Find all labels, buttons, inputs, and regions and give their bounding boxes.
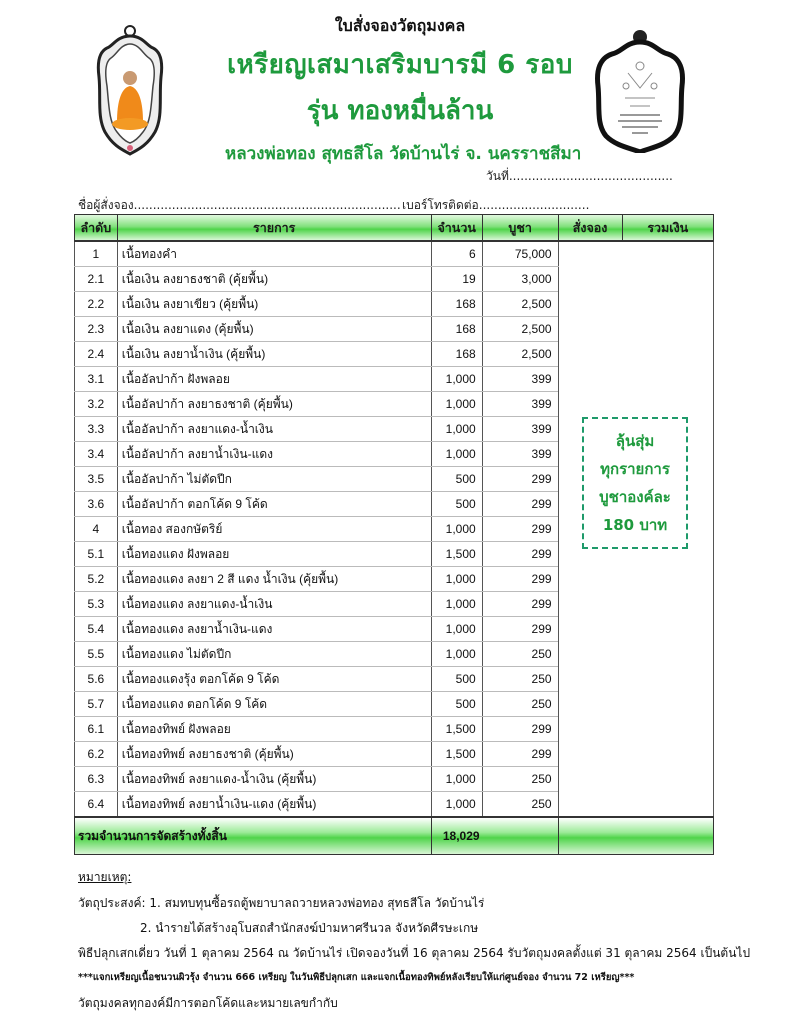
row-item: เนื้อทองแดง ลงยาน้ำเงิน-แดง	[117, 617, 431, 642]
row-item: เนื้ออัลปาก้า ไม่ตัดปีก	[117, 467, 431, 492]
row-item: เนื้อทองทิพย์ ฝังพลอย	[117, 717, 431, 742]
row-item: เนื้อเงิน ลงยาเขียว (คุ้ยพื้น)	[117, 292, 431, 317]
remarks-heading: หมายเหตุ:	[78, 870, 132, 884]
row-quantity: 1,500	[431, 542, 482, 567]
row-price: 2,500	[482, 292, 558, 317]
row-number: 5.5	[75, 642, 118, 667]
row-price: 299	[482, 542, 558, 567]
row-price: 299	[482, 617, 558, 642]
row-price: 3,000	[482, 267, 558, 292]
row-number: 2.4	[75, 342, 118, 367]
row-quantity: 19	[431, 267, 482, 292]
row-quantity: 1,000	[431, 767, 482, 792]
row-price: 75,000	[482, 241, 558, 267]
row-quantity: 1,000	[431, 642, 482, 667]
promo-line: ทุกรายการ	[600, 460, 670, 478]
row-quantity: 1,000	[431, 392, 482, 417]
row-number: 5.2	[75, 567, 118, 592]
code-note: วัตถุมงคลทุกองค์มีการตอกโค้ดและหมายเลขกำกับ	[78, 996, 338, 1010]
row-quantity: 168	[431, 342, 482, 367]
row-price: 299	[482, 517, 558, 542]
column-header-qty: จำนวน	[431, 215, 482, 242]
row-number: 5.1	[75, 542, 118, 567]
row-item: เนื้ออัลปาก้า ลงยาน้ำเงิน-แดง	[117, 442, 431, 467]
column-header-order: สั่งจอง	[558, 215, 622, 242]
row-number: 5.7	[75, 692, 118, 717]
row-quantity: 1,000	[431, 567, 482, 592]
row-number: 6.4	[75, 792, 118, 818]
row-item: เนื้อทองทิพย์ ลงยาน้ำเงิน-แดง (คุ้ยพื้น)	[117, 792, 431, 818]
table-row	[75, 241, 714, 267]
total-label: รวมจำนวนการจัดสร้างทั้งสิ้น	[75, 817, 432, 855]
row-quantity: 6	[431, 241, 482, 267]
row-price: 299	[482, 592, 558, 617]
row-number: 3.6	[75, 492, 118, 517]
row-number: 4	[75, 517, 118, 542]
row-price: 299	[482, 742, 558, 767]
total-row	[75, 817, 714, 855]
row-quantity: 1,000	[431, 617, 482, 642]
column-header-total: รวมเงิน	[622, 215, 713, 242]
row-quantity: 500	[431, 467, 482, 492]
row-number: 2.1	[75, 267, 118, 292]
row-quantity: 500	[431, 667, 482, 692]
row-price: 399	[482, 442, 558, 467]
row-item: เนื้ออัลปาก้า ลงยาแดง-น้ำเงิน	[117, 417, 431, 442]
row-quantity: 1,000	[431, 367, 482, 392]
row-price: 250	[482, 642, 558, 667]
row-item: เนื้อทองแดงรุ้ง ตอกโค้ด 9 โค้ด	[117, 667, 431, 692]
promo-line: 180 บาท	[602, 516, 668, 534]
row-item: เนื้ออัลปาก้า ตอกโค้ด 9 โค้ด	[117, 492, 431, 517]
medal-name-title: เหรียญเสมาเสริมบารมี 6 รอบ	[227, 50, 573, 80]
row-number: 3.3	[75, 417, 118, 442]
row-number: 2.3	[75, 317, 118, 342]
row-price: 299	[482, 467, 558, 492]
row-item: เนื้อเงิน ลงยาน้ำเงิน (คุ้ยพื้น)	[117, 342, 431, 367]
orderer-name-field[interactable]: ชื่อผู้สั่งจอง......................................................................	[78, 198, 401, 212]
column-header-price: บูชา	[482, 215, 558, 242]
row-number: 1	[75, 241, 118, 267]
monk-subtitle: หลวงพ่อทอง สุทธสีโล วัดบ้านไร่ จ. นครราชสีมา	[225, 144, 582, 164]
row-quantity: 168	[431, 317, 482, 342]
row-number: 6.3	[75, 767, 118, 792]
row-number: 6.1	[75, 717, 118, 742]
row-item: เนื้อทองแดง ไม่ตัดปีก	[117, 642, 431, 667]
row-quantity: 1,000	[431, 442, 482, 467]
medallion-front-image	[95, 22, 165, 157]
row-quantity: 500	[431, 492, 482, 517]
row-number: 2.2	[75, 292, 118, 317]
row-item: เนื้อทองทิพย์ ลงยาธงชาติ (คุ้ยพื้น)	[117, 742, 431, 767]
phone-field[interactable]: เบอร์โทรติดต่อ.............................	[402, 198, 590, 212]
row-number: 5.6	[75, 667, 118, 692]
row-item: เนื้อทองแดง ตอกโค้ด 9 โค้ด	[117, 692, 431, 717]
row-number: 3.5	[75, 467, 118, 492]
row-quantity: 1,000	[431, 517, 482, 542]
row-price: 399	[482, 392, 558, 417]
ceremony-note: พิธีปลุกเสกเดี่ยว วันที่ 1 ตุลาคม 2564 ณ วัดบ้านไร่ เปิดจองวันที่ 16 ตุลาคม 2564 รับวัตถุมงคลตั้งแต่ 31 ตุลาคม 2564 เป็นต้นไป	[78, 946, 751, 960]
medallion-back-image	[590, 28, 690, 153]
row-quantity: 1,500	[431, 717, 482, 742]
row-number: 3.1	[75, 367, 118, 392]
row-number: 3.4	[75, 442, 118, 467]
column-header-no: ลำดับ	[75, 215, 118, 242]
row-price: 299	[482, 567, 558, 592]
purpose-line-1: วัตถุประสงค์: 1. สมทบทุนซื้อรถตู้พยาบาลถวายหลวงพ่อทอง สุทธสีโล วัดบ้านไร่	[78, 896, 485, 910]
row-item: เนื้อเงิน ลงยาธงชาติ (คุ้ยพื้น)	[117, 267, 431, 292]
promo-line: บูชาองค์ละ	[599, 488, 671, 506]
row-price: 399	[482, 417, 558, 442]
row-price: 250	[482, 767, 558, 792]
date-field[interactable]: วันที่...........................................	[486, 169, 673, 183]
table-header-row	[75, 215, 714, 242]
edition-title: รุ่น ทองหมื่นล้าน	[306, 96, 494, 126]
row-quantity: 1,000	[431, 592, 482, 617]
row-number: 3.2	[75, 392, 118, 417]
form-title: ใบสั่งจองวัตถุมงคล	[334, 16, 466, 35]
row-item: เนื้อทองคำ	[117, 241, 431, 267]
row-price: 399	[482, 367, 558, 392]
total-amount-cell[interactable]	[558, 817, 713, 855]
row-item: เนื้ออัลปาก้า ลงยาธงชาติ (คุ้ยพื้น)	[117, 392, 431, 417]
row-number: 6.2	[75, 742, 118, 767]
row-price: 299	[482, 492, 558, 517]
promo-box	[582, 417, 688, 549]
row-number: 5.4	[75, 617, 118, 642]
row-item: เนื้อทอง สองกษัตริย์	[117, 517, 431, 542]
row-item: เนื้อทองแดง ลงยาแดง-น้ำเงิน	[117, 592, 431, 617]
row-price: 250	[482, 792, 558, 818]
giveaway-note: ***แจกเหรียญเนื้อชนวนผิวรุ้ง จำนวน 666 เหรียญ ในวันพิธีปลุกเสก และแจกเนื้อทองทิพย์หลังเรียบให้แก่ศูนย์จอง จำนวน 72 เหรียญ***	[78, 972, 635, 983]
column-header-item: รายการ	[117, 215, 431, 242]
row-quantity: 1,500	[431, 742, 482, 767]
row-item: เนื้อเงิน ลงยาแดง (คุ้ยพื้น)	[117, 317, 431, 342]
row-price: 299	[482, 717, 558, 742]
row-quantity: 500	[431, 692, 482, 717]
row-price: 2,500	[482, 342, 558, 367]
row-item: เนื้อทองแดง ลงยา 2 สี แดง น้ำเงิน (คุ้ยพื้น)	[117, 567, 431, 592]
row-quantity: 1,000	[431, 417, 482, 442]
row-quantity: 168	[431, 292, 482, 317]
row-price: 250	[482, 692, 558, 717]
purpose-line-2: 2. นำรายได้สร้างอุโบสถสำนักสงฆ์ป่ามหาศรีนวล จังหวัดศีรษะเกษ	[140, 921, 479, 935]
row-price: 250	[482, 667, 558, 692]
row-item: เนื้อทองทิพย์ ลงยาแดง-น้ำเงิน (คุ้ยพื้น)	[117, 767, 431, 792]
row-item: เนื้ออัลปาก้า ฝังพลอย	[117, 367, 431, 392]
row-quantity: 1,000	[431, 792, 482, 818]
row-price: 2,500	[482, 317, 558, 342]
promo-line: ลุ้นสุ่ม	[615, 432, 655, 450]
total-quantity: 18,029	[431, 817, 558, 855]
row-item: เนื้อทองแดง ฝังพลอย	[117, 542, 431, 567]
row-number: 5.3	[75, 592, 118, 617]
